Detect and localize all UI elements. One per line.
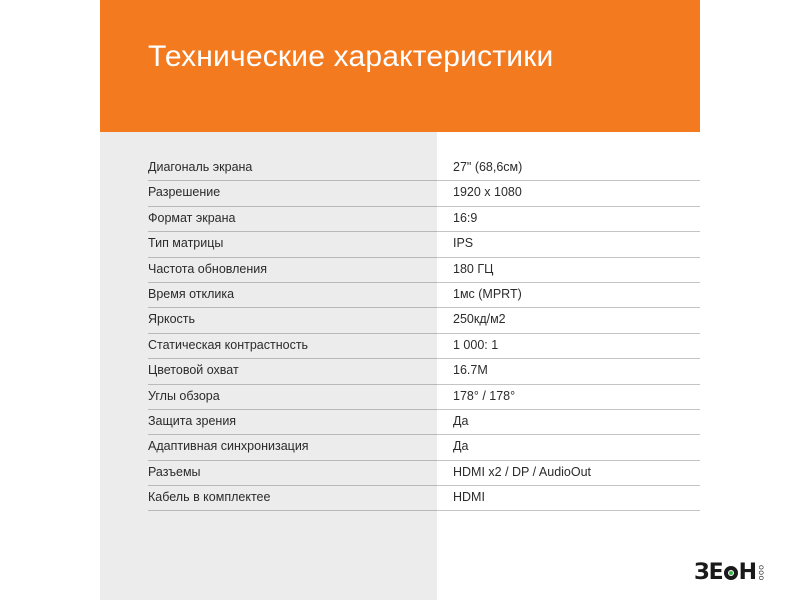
spec-label: Кабель в комплектее <box>148 490 271 505</box>
spec-value: 16:9 <box>453 210 478 225</box>
logo-text-right: Н <box>738 560 757 585</box>
spec-value: 1920 x 1080 <box>453 185 522 200</box>
spec-value: 1мс (MPRT) <box>453 286 522 301</box>
page-title: Технические характеристики <box>148 40 554 73</box>
spec-row <box>100 283 700 308</box>
spec-label: Статическая контрастность <box>148 337 309 352</box>
spec-card <box>100 0 700 600</box>
logo-subtext: ООО <box>757 565 765 581</box>
spec-label: Разрешение <box>148 185 221 200</box>
spec-row <box>100 181 700 206</box>
spec-row <box>100 207 700 232</box>
spec-label: Тип матрицы <box>148 236 224 251</box>
spec-label: Адаптивная синхронизация <box>148 439 309 454</box>
header-banner <box>100 0 700 132</box>
spec-value: 250кд/м2 <box>453 312 506 327</box>
spec-value: 178° / 178° <box>453 388 516 403</box>
spec-value: 1 000: 1 <box>453 337 499 352</box>
spec-value: 16.7M <box>453 363 488 378</box>
spec-row <box>100 385 700 410</box>
spec-value: Да <box>453 439 469 454</box>
spec-row <box>100 258 700 283</box>
spec-row <box>100 410 700 435</box>
spec-value: IPS <box>453 236 474 251</box>
spec-row <box>100 461 700 486</box>
spec-value: HDMI x2 / DP / AudioOut <box>453 464 592 479</box>
spec-label: Формат экрана <box>148 210 236 225</box>
logo-power-icon <box>724 566 738 580</box>
row-divider <box>437 510 700 511</box>
row-divider <box>148 510 437 511</box>
zeon-logo-icon <box>694 559 780 587</box>
spec-label: Яркость <box>148 312 196 327</box>
spec-value: 180 ГЦ <box>453 261 494 276</box>
spec-label: Время отклика <box>148 286 235 301</box>
spec-row <box>100 435 700 460</box>
spec-table <box>100 156 700 511</box>
spec-label: Частота обновления <box>148 261 268 276</box>
spec-row <box>100 334 700 359</box>
spec-label: Цветовой охват <box>148 363 239 378</box>
spec-label: Разъемы <box>148 464 201 479</box>
spec-value: HDMI <box>453 490 485 505</box>
spec-label: Диагональ экрана <box>148 160 253 174</box>
spec-label: Углы обзора <box>148 388 220 403</box>
spec-value: 27" (68,6см) <box>453 160 523 174</box>
spec-row <box>100 156 700 181</box>
spec-row <box>100 232 700 257</box>
logo-text-left: ЗЕ <box>694 560 723 585</box>
spec-row <box>100 308 700 333</box>
spec-row <box>100 359 700 384</box>
spec-row <box>100 486 700 511</box>
spec-value: Да <box>453 413 469 428</box>
spec-label: Защита зрения <box>148 413 237 428</box>
